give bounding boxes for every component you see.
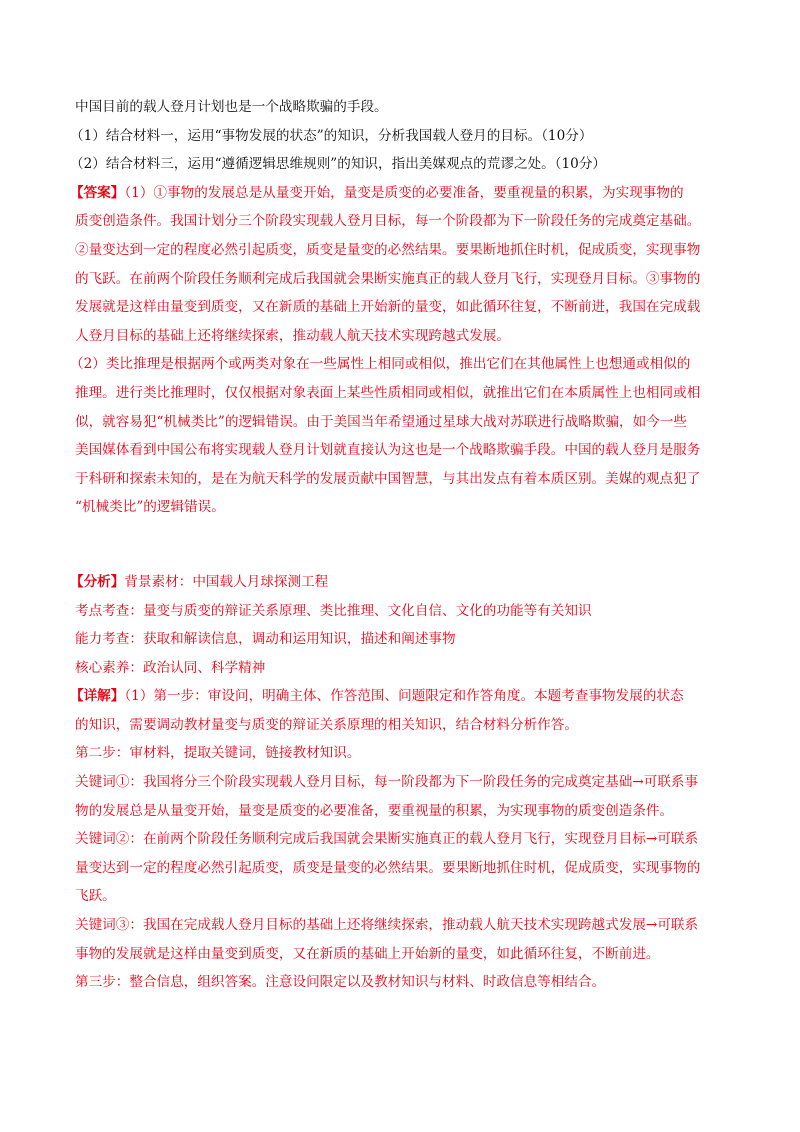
detail-line-2: 的知识，需要调动教材量变与质变的辩证关系原理的相关知识，结合材料分析作答。	[75, 716, 578, 733]
analysis-label: 【分析】	[70, 573, 125, 590]
answer-label: 【答案】	[70, 184, 125, 201]
question-intro-line: 中国目前的载人登月计划也是一个战略欺骗的手段。	[75, 99, 388, 115]
answer-line-11: 于科研和探索未知的，是在为航天科学的发展贡献中国智慧，与其出发点有着本质区别。美媒的观点犯了	[75, 470, 701, 487]
answer-line-3: ②量变达到一定的程度必然引起质变，质变是量变的必然结果。要果断地抓住时机，促成质变，实现事物	[75, 241, 701, 258]
analysis-kaodian: 考点考查：量变与质变的辩证关系原理、类比推理、文化自信、文化的功能等有关知识	[75, 602, 592, 619]
analysis-background	[70, 568, 727, 597]
detail-text: （1）第一步：审设问，明确主体、作答范围、问题限定和作答角度。本题考查事物发展的状态	[124, 688, 684, 705]
analysis-nengli: 能力考查：获取和解读信息，调动和运用知识，描述和阐述事物	[75, 631, 456, 648]
question-1: （1）结合材料一，运用“事物发展的状态”的知识，分析我国载人登月的目标。（10分）	[70, 127, 593, 144]
answer-line-4: 的飞跃。在前两个阶段任务顺利完成后我国就会果断实施真正的载人登月飞行，实现登月目标。③事物的	[75, 270, 701, 287]
detail-line-6: 关键词②：在前两个阶段任务顺利完成后我国就会果断实施真正的载人登月飞行，实现登月目标→可联系	[75, 831, 699, 848]
answer-line-10: 美国媒体看到中国公布将实现载人登月计划就直接认为这也是一个战略欺骗手段。中国的载人登月是服务	[75, 442, 701, 459]
detail-line-1	[70, 682, 727, 711]
analysis-background-text: 背景素材：中国载人月球探测工程	[124, 573, 329, 590]
answer-line-5: 发展就是这样由量变到质变，又在新质的基础上开始新的量变，如此循环往复，不断前进，我国在完成载	[75, 299, 701, 316]
detail-line-4: 关键词①：我国将分三个阶段实现载人登月目标，每一阶段都为下一阶段任务的完成奠定基础→可联系事	[75, 774, 699, 791]
question-2: （2）结合材料三，运用“遵循逻辑思维规则”的知识，指出美媒观点的荒谬之处。（10分）	[70, 156, 607, 173]
answer-line-7: （2）类比推理是根据两个或两类对象在一些属性上相同或相似，推出它们在其他属性上也想通或相似的	[70, 356, 691, 373]
answer-line-1	[70, 179, 727, 208]
section-spacer	[75, 522, 727, 568]
analysis-suyang: 核心素养：政治认同、科学精神	[75, 659, 266, 676]
answer-text: （1）①事物的发展总是从量变开始，量变是质变的必要准备，要重视量的积累，为实现事物的	[124, 184, 684, 201]
answer-line-6: 人登月目标的基础上还将继续探索，推动载人航天技术实现跨越式发展。	[75, 327, 510, 344]
detail-label: 【详解】	[70, 688, 125, 705]
detail-line-3: 第二步：审材料，提取关键词，链接教材知识。	[75, 745, 361, 762]
detail-line-7: 量变达到一定的程度必然引起质变，质变是量变的必然结果。要果断地抓住时机，促成质变，实现事物的	[75, 859, 701, 876]
detail-line-5: 物的发展总是从量变开始，量变是质变的必要准备，要重视量的积累，为实现事物的质变创造条件。	[75, 802, 674, 819]
answer-line-9: 似，就容易犯“机械类比”的逻辑错误。由于美国当年希望通过星球大战对苏联进行战略欺骗，如今一些	[75, 413, 688, 430]
detail-line-8: 飞跃。	[75, 888, 116, 905]
detail-line-11: 第三步：整合信息，组织答案。注意设问限定以及教材知识与材料、时政信息等相结合。	[75, 974, 606, 991]
answer-line-8: 推理。进行类比推理时，仅仅根据对象表面上某些性质相同或相似，就推出它们在本质属性上也相同或相	[75, 384, 701, 401]
detail-line-10: 事物的发展就是这样由量变到质变，又在新质的基础上开始新的量变，如此循环往复，不断前进。	[75, 945, 660, 962]
answer-line-2: 质变创造条件。我国计划分三个阶段实现载人登月目标，每一个阶段都为下一阶段任务的完成奠定基础。	[75, 213, 701, 230]
document-body	[70, 93, 727, 997]
answer-line-12: “机械类比”的逻辑错误。	[75, 499, 225, 516]
detail-line-9: 关键词③：我国在完成载人登月目标的基础上还将继续探索，推动载人航天技术实现跨越式发展→可联系	[75, 917, 699, 934]
